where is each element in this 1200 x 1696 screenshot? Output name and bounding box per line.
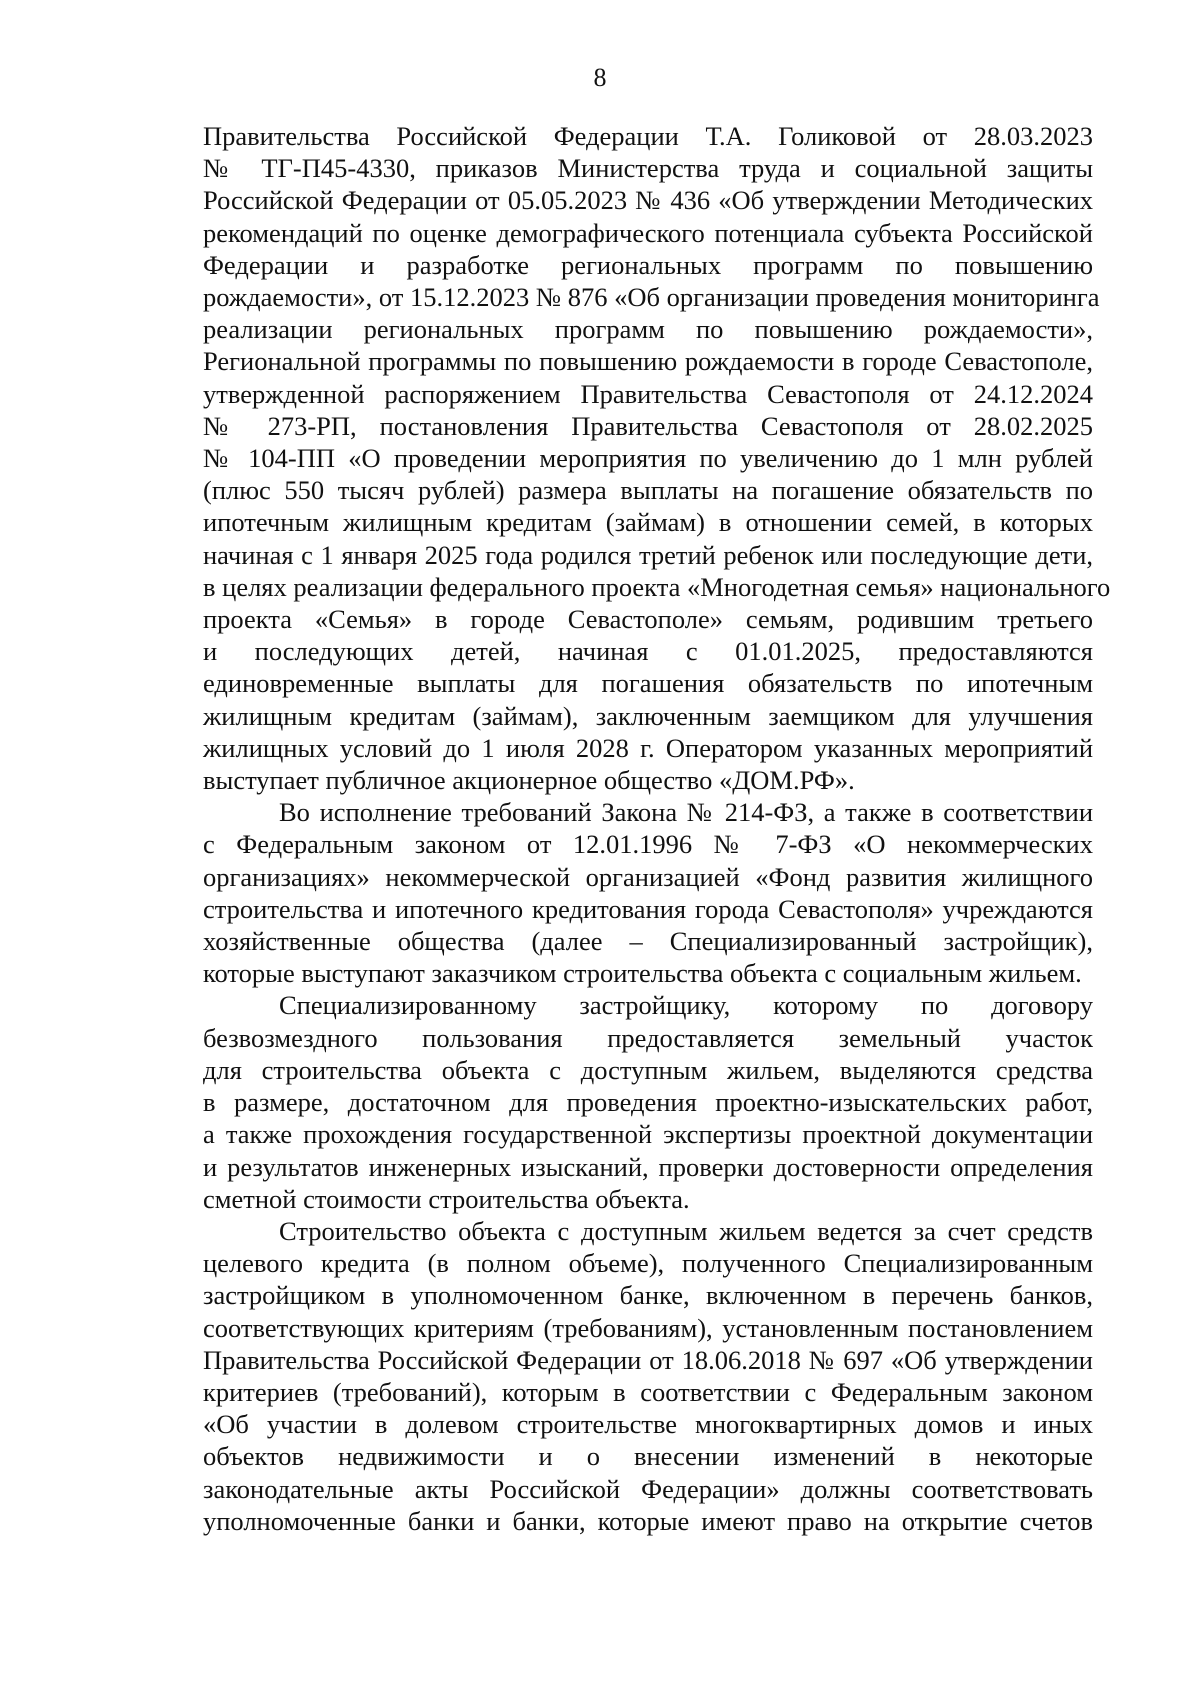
text-line: хозяйственные общества (далее – Специализированный застройщик), [203, 926, 1093, 957]
text-line: единовременные выплаты для погашения обязательств по ипотечным [203, 668, 1093, 699]
text-line: безвозмездного пользования предоставляется земельный участок [203, 1022, 1093, 1053]
text-line: Федерации и разработке региональных программ по повышению [203, 249, 1093, 280]
text-line: Специализированному застройщику, которому по договору [279, 990, 1093, 1021]
text-line: реализации региональных программ по повышению рождаемости», [203, 314, 1093, 345]
text-line: (плюс 550 тысяч рублей) размера выплаты на погашение обязательств по [203, 475, 1093, 506]
text-line: рождаемости», от 15.12.2023 № 876 «Об организации проведения мониторинга [203, 282, 1100, 313]
text-line: которые выступают заказчиком строительства объекта с социальным жильем. [203, 958, 1082, 989]
text-line: критериев (требований), которым в соответствии с Федеральным законом [203, 1376, 1093, 1407]
text-line: и результатов инженерных изысканий, проверки достоверности определения [203, 1151, 1093, 1182]
text-line: жилищных условий до 1 июля 2028 г. Оператором указанных мероприятий [203, 732, 1093, 763]
text-line: Во исполнение требований Закона № 214-ФЗ, а также в соответствии [279, 797, 1093, 828]
paragraph-3 [203, 989, 1093, 1214]
text-line: жилищным кредитам (займам), заключенным заемщиком для улучшения [203, 700, 1093, 731]
text-line: № ТГ-П45-4330, приказов Министерства труда и социальной защиты [203, 153, 1093, 184]
paragraph-2 [203, 796, 1093, 989]
text-line: выступает публичное акционерное общество «ДОМ.РФ». [203, 765, 855, 796]
text-line: Строительство объекта с доступным жильем ведется за счет средств [279, 1215, 1093, 1246]
paragraph-1-continuation [203, 120, 1111, 796]
text-line: объектов недвижимости и о внесении изменений в некоторые [203, 1441, 1093, 1472]
text-line: Правительства Российской Федерации от 18.06.2018 № 697 «Об утверждении [203, 1344, 1093, 1375]
text-line: законодательные акты Российской Федерации» должны соответствовать [203, 1473, 1093, 1504]
text-line: проекта «Семья» в городе Севастополе» семьям, родившим третьего [203, 604, 1093, 635]
text-line: утвержденной распоряжением Правительства Севастополя от 24.12.2024 [203, 378, 1093, 409]
text-line: № 104-ПП «О проведении мероприятия по увеличению до 1 млн рублей [203, 443, 1093, 474]
text-line: № 273-РП, постановления Правительства Севастополя от 28.02.2025 [203, 410, 1093, 441]
page-number: 8 [593, 63, 607, 92]
document-body [203, 120, 1111, 1537]
text-line: целевого кредита (в полном объеме), полученного Специализированным [203, 1248, 1093, 1279]
text-line: строительства и ипотечного кредитования города Севастополя» учреждаются [203, 893, 1093, 924]
text-line: и последующих детей, начиная с 01.01.2025, предоставляются [203, 636, 1093, 667]
text-line: в размере, достаточном для проведения проектно-изыскательских работ, [203, 1087, 1093, 1118]
text-line: Правительства Российской Федерации Т.А. Голиковой от 28.03.2023 [203, 121, 1093, 151]
text-line: Региональной программы по повышению рождаемости в городе Севастополе, [203, 346, 1093, 377]
text-line: начиная с 1 января 2025 года родился третий ребенок или последующие дети, [203, 539, 1093, 570]
text-line: сметной стоимости строительства объекта. [203, 1183, 690, 1214]
text-line: организациях» некоммерческой организацией «Фонд развития жилищного [203, 861, 1093, 892]
paragraph-4 [203, 1215, 1093, 1537]
text-line: уполномоченные банки и банки, которые имеют право на открытие счетов [203, 1505, 1093, 1536]
text-line: а также прохождения государственной экспертизы проектной документации [203, 1119, 1093, 1150]
text-line: для строительства объекта с доступным жильем, выделяются средства [203, 1054, 1093, 1085]
text-line: с Федеральным законом от 12.01.1996 № 7-ФЗ «О некоммерческих [203, 829, 1093, 860]
text-line: застройщиком в уполномоченном банке, включенном в перечень банков, [203, 1280, 1093, 1311]
text-line: в целях реализации федерального проекта «Многодетная семья» национального [203, 571, 1111, 602]
text-line: Российской Федерации от 05.05.2023 № 436 «Об утверждении Методических [203, 185, 1093, 216]
text-line: соответствующих критериям (требованиям), установленным постановлением [203, 1312, 1093, 1343]
text-line: ипотечным жилищным кредитам (займам) в отношении семей, в которых [203, 507, 1093, 538]
text-line: рекомендаций по оценке демографического потенциала субъекта Российской [203, 217, 1093, 248]
text-line: «Об участии в долевом строительстве многоквартирных домов и иных [203, 1409, 1093, 1440]
